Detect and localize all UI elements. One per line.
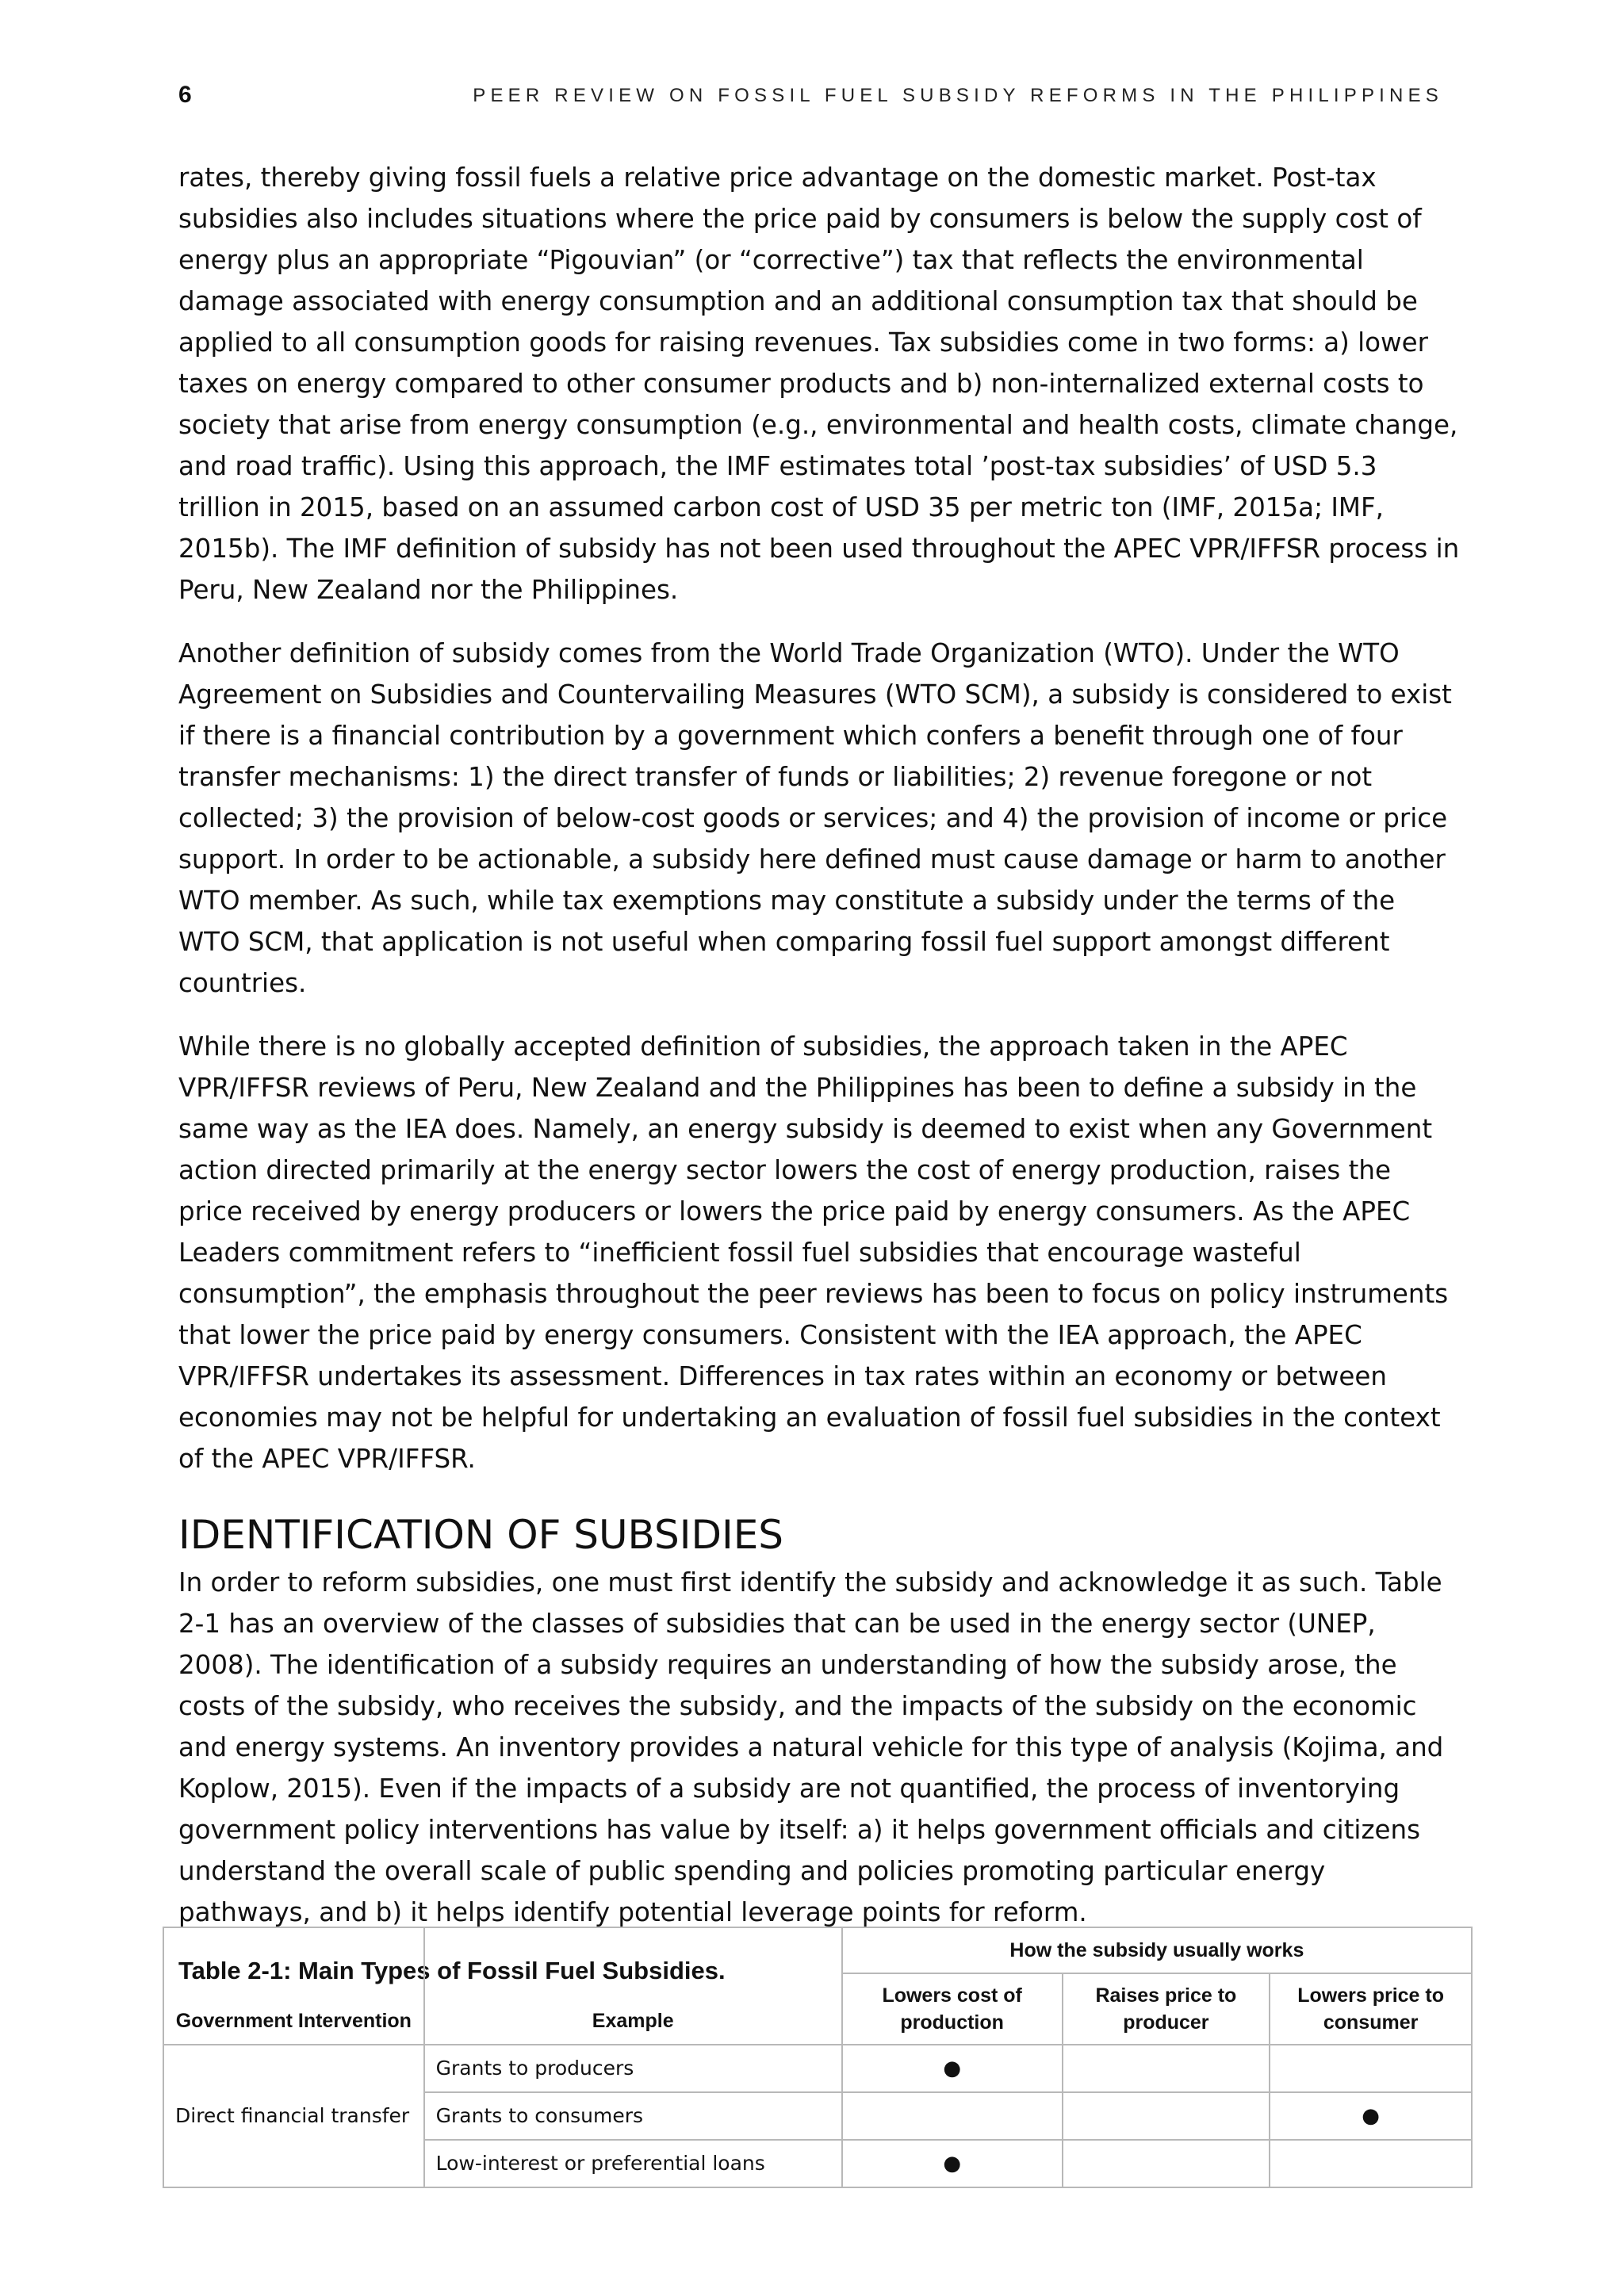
column-header-lowers-cost: Lowers cost of production bbox=[842, 1973, 1063, 2045]
column-header-example: Example bbox=[424, 1927, 842, 2045]
paragraph: Another definition of subsidy comes from the World Trade Organization (WTO). Under the WTO Agreement on Subsidies and Countervailing Measures (WTO SCM), a subsidy is considered to exist if there is a financial contribution by a government which confers a benefit through one of four transfer mechanisms: 1) the direct transfer of funds or liabilities; 2) revenue foregone or not collected; 3) the provision of below-cost goods or services; and 4) the provision of income or price support. In order to be actionable, a subsidy here defined must cause damage or harm to another WTO member. As such, while tax exemptions may constitute a subsidy under the terms of the WTO SCM, that application is not useful when comparing fossil fuel support amongst different countries. bbox=[178, 638, 1452, 998]
column-header-lowers-price: Lowers price to consumer bbox=[1270, 1973, 1472, 2045]
column-header-government: Government Intervention bbox=[163, 1927, 424, 2045]
page-header bbox=[178, 82, 1443, 113]
section-heading: IDENTIFICATION OF SUBSIDIES bbox=[178, 1512, 784, 1558]
running-title: PEER REVIEW ON FOSSIL FUEL SUBSIDY REFORMS IN THE PHILIPPINES bbox=[473, 85, 1443, 106]
lowers-cost-cell: ● bbox=[842, 2140, 1063, 2187]
table-row bbox=[163, 2045, 1472, 2092]
page-number: 6 bbox=[178, 82, 192, 108]
column-header-raises-price: Raises price to producer bbox=[1063, 1973, 1270, 2045]
raises-price-cell bbox=[1063, 2140, 1270, 2187]
paragraph: In order to reform subsidies, one must first identify the subsidy and acknowledge it as such. Table 2-1 has an overview of the classes of subsidies that can be used in the energy sector (UNEP, 2008). The identification of a subsidy requires an understanding of how the subsidy arose, the costs of the subsidy, who receives the subsidy, and the impacts of the subsidy on the economic and energy systems. An inventory provides a natural vehicle for this type of analysis (Kojima, and Koplow, 2015). Even if the impacts of a subsidy are not quantified, the process of inventorying government policy interventions has value by itself: a) it helps government officials and citizens understand the overall scale of public spending and policies promoting particular energy pathways, and b) it helps identify potential leverage points for reform. bbox=[178, 1567, 1444, 1927]
table-caption: Table 2-1: Main Types of Fossil Fuel Subsidies. bbox=[178, 1957, 726, 1984]
raises-price-cell bbox=[1063, 2092, 1270, 2140]
example-cell: Low-interest or preferential loans bbox=[424, 2140, 842, 2187]
lowers-price-cell bbox=[1270, 2045, 1472, 2092]
example-cell: Grants to producers bbox=[424, 2045, 842, 2092]
lowers-cost-cell: ● bbox=[842, 2045, 1063, 2092]
government-intervention-cell: Direct financial transfer bbox=[163, 2045, 424, 2187]
paragraph: While there is no globally accepted definition of subsidies, the approach taken in the APEC VPR/IFFSR reviews of Peru, New Zealand and the Philippines has been to define a subsidy in the same way as the IEA does. Namely, an energy subsidy is deemed to exist when any Government action directed primarily at the energy sector lowers the cost of energy production, raises the price received by energy producers or lowers the price paid by energy consumers. As the APEC Leaders commitment refers to “inefficient fossil fuel subsidies that encourage wasteful consumption”, the emphasis throughout the peer reviews has been to focus on policy instruments that lower the price paid by energy consumers. Consistent with the IEA approach, the APEC VPR/IFFSR undertakes its assessment. Differences in tax rates within an economy or between economies may not be helpful for undertaking an evaluation of fossil fuel subsidies in the context of the APEC VPR/IFFSR. bbox=[178, 1031, 1449, 1474]
example-cell: Grants to consumers bbox=[424, 2092, 842, 2140]
column-group-header: How the subsidy usually works bbox=[842, 1927, 1472, 1973]
lowers-price-cell bbox=[1270, 2140, 1472, 2187]
body-text bbox=[178, 157, 1463, 1998]
lowers-price-cell: ● bbox=[1270, 2092, 1472, 2140]
lowers-cost-cell bbox=[842, 2092, 1063, 2140]
subsidy-types-table bbox=[163, 1927, 1473, 2188]
raises-price-cell bbox=[1063, 2045, 1270, 2092]
paragraph: rates, thereby giving fossil fuels a relative price advantage on the domestic market. Post-tax subsidies also includes situations where the price paid by consumers is below the supply cost of energy plus an appropriate “Pigouvian” (or “corrective”) tax that reflects the environmental damage associated with energy consumption and an additional consumption tax that should be applied to all consumption goods for raising revenues. Tax subsidies come in two forms: a) lower taxes on energy compared to other consumer products and b) non-internalized external costs to society that arise from energy consumption (e.g., environmental and health costs, climate change, and road traffic). Using this approach, the IMF estimates total ’post-tax subsidies’ of USD 5.3 trillion in 2015, based on an assumed carbon cost of USD 35 per metric ton (IMF, 2015a; IMF, 2015b). The IMF definition of subsidy has not been used throughout the APEC VPR/IFFSR process in Peru, New Zealand nor the Philippines. bbox=[178, 163, 1460, 605]
